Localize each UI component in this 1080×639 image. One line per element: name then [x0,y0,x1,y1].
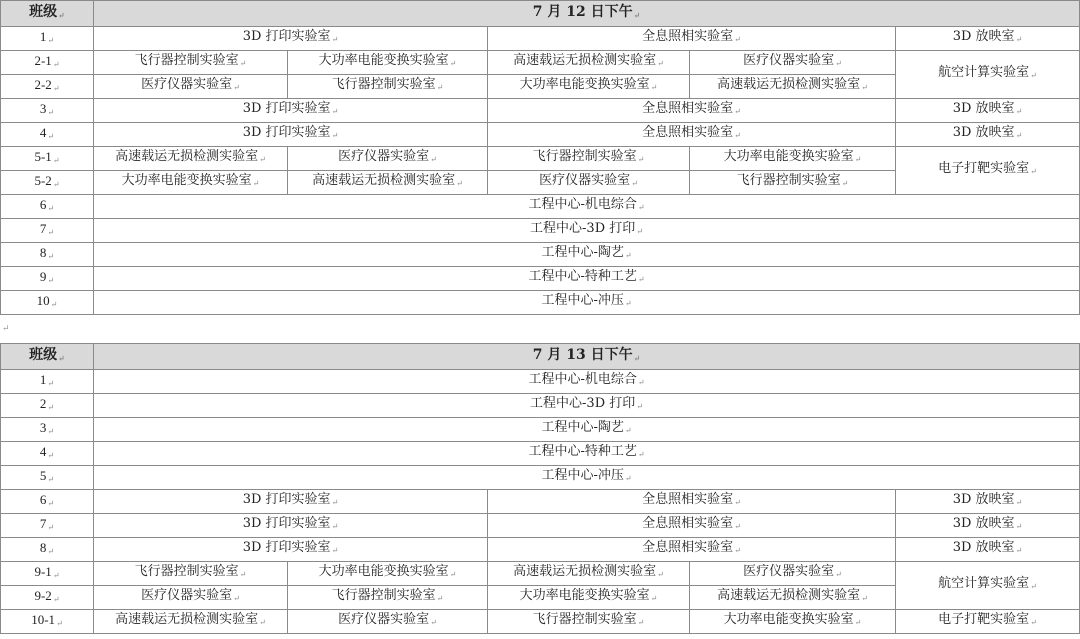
date-column-header: 7 月 13 日下午↵ [94,344,1080,370]
lab-cell: 3D 放映室↵ [896,538,1080,562]
class-cell: 3↵ [1,99,94,123]
lab-cell: 航空计算实验室↵ [896,51,1080,99]
lab-cell: 大功率电能变换实验室↵ [288,51,488,75]
table-row [1,418,1080,442]
lab-cell: 飞行器控制实验室↵ [690,171,896,195]
class-cell: 9-1↵ [1,562,94,586]
class-cell: 9↵ [1,267,94,291]
class-cell: 10↵ [1,291,94,315]
lab-cell: 医疗仪器实验室↵ [690,51,896,75]
table-row [1,610,1080,634]
schedule-table-july-12 [0,0,1080,315]
table-row [1,538,1080,562]
table-row [1,267,1080,291]
lab-cell: 医疗仪器实验室↵ [288,147,488,171]
class-cell: 7↵ [1,219,94,243]
class-cell: 5↵ [1,466,94,490]
class-cell: 8↵ [1,243,94,267]
lab-cell: 高速载运无损检测实验室↵ [488,51,690,75]
table-header-row [1,1,1080,27]
lab-cell: 大功率电能变换实验室↵ [690,610,896,634]
table-row [1,442,1080,466]
lab-cell: 3D 放映室↵ [896,490,1080,514]
lab-cell: 3D 放映室↵ [896,99,1080,123]
table-row [1,514,1080,538]
lab-cell: 3D 打印实验室↵ [94,538,488,562]
table-row [1,243,1080,267]
table-row [1,99,1080,123]
table-row [1,370,1080,394]
lab-cell: 医疗仪器实验室↵ [288,610,488,634]
table-row [1,490,1080,514]
lab-cell: 全息照相实验室↵ [488,538,896,562]
lab-cell: 电子打靶实验室↵ [896,147,1080,195]
class-cell: 10-1↵ [1,610,94,634]
lab-cell: 3D 放映室↵ [896,123,1080,147]
lab-cell: 3D 打印实验室↵ [94,514,488,538]
lab-cell: 医疗仪器实验室↵ [94,75,288,99]
lab-cell: 高速载运无损检测实验室↵ [690,586,896,610]
class-cell: 5-1↵ [1,147,94,171]
lab-cell: 工程中心-3D 打印↵ [94,394,1080,418]
table-row [1,219,1080,243]
table-row [1,291,1080,315]
lab-cell: 3D 打印实验室↵ [94,490,488,514]
table-row [1,562,1080,586]
lab-cell: 飞行器控制实验室↵ [288,75,488,99]
lab-cell: 3D 打印实验室↵ [94,99,488,123]
table-header-row [1,344,1080,370]
paragraph-mark: ↵ [2,324,10,334]
class-cell: 4↵ [1,442,94,466]
lab-cell: 医疗仪器实验室↵ [690,562,896,586]
lab-cell: 大功率电能变换实验室↵ [690,147,896,171]
lab-cell: 高速载运无损检测实验室↵ [488,562,690,586]
class-cell: 6↵ [1,490,94,514]
lab-cell: 全息照相实验室↵ [488,490,896,514]
lab-cell: 大功率电能变换实验室↵ [488,75,690,99]
lab-cell: 3D 打印实验室↵ [94,123,488,147]
table-row [1,51,1080,75]
lab-cell: 工程中心-机电综合↵ [94,370,1080,394]
lab-cell: 飞行器控制实验室↵ [94,562,288,586]
lab-cell: 工程中心-机电综合↵ [94,195,1080,219]
lab-cell: 全息照相实验室↵ [488,123,896,147]
class-cell: 5-2↵ [1,171,94,195]
lab-cell: 全息照相实验室↵ [488,27,896,51]
lab-cell: 飞行器控制实验室↵ [488,610,690,634]
lab-cell: 工程中心-陶艺↵ [94,243,1080,267]
lab-cell: 工程中心-陶艺↵ [94,418,1080,442]
table-row [1,27,1080,51]
lab-cell: 飞行器控制实验室↵ [94,51,288,75]
lab-cell: 医疗仪器实验室↵ [94,586,288,610]
table-row [1,394,1080,418]
class-column-header: 班级↵ [1,344,94,370]
lab-cell: 工程中心-特种工艺↵ [94,267,1080,291]
lab-cell: 全息照相实验室↵ [488,99,896,123]
class-cell: 7↵ [1,514,94,538]
schedule-table-july-13 [0,343,1080,634]
lab-cell: 大功率电能变换实验室↵ [488,586,690,610]
class-cell: 2-2↵ [1,75,94,99]
lab-cell: 3D 放映室↵ [896,27,1080,51]
date-column-header: 7 月 12 日下午↵ [94,1,1080,27]
lab-cell: 3D 放映室↵ [896,514,1080,538]
class-cell: 3↵ [1,418,94,442]
lab-cell: 高速载运无损检测实验室↵ [690,75,896,99]
table-row [1,147,1080,171]
lab-cell: 高速载运无损检测实验室↵ [288,171,488,195]
table-row [1,195,1080,219]
table-row [1,123,1080,147]
class-cell: 9-2↵ [1,586,94,610]
lab-cell: 航空计算实验室↵ [896,562,1080,610]
lab-cell: 工程中心-特种工艺↵ [94,442,1080,466]
lab-cell: 工程中心-冲压↵ [94,466,1080,490]
lab-cell: 高速载运无损检测实验室↵ [94,610,288,634]
class-cell: 4↵ [1,123,94,147]
lab-cell: 大功率电能变换实验室↵ [288,562,488,586]
class-cell: 2-1↵ [1,51,94,75]
lab-cell: 高速载运无损检测实验室↵ [94,147,288,171]
class-cell: 6↵ [1,195,94,219]
lab-cell: 医疗仪器实验室↵ [488,171,690,195]
table-row [1,466,1080,490]
class-column-header: 班级↵ [1,1,94,27]
class-cell: 2↵ [1,394,94,418]
class-cell: 8↵ [1,538,94,562]
lab-cell: 工程中心-3D 打印↵ [94,219,1080,243]
lab-cell: 工程中心-冲压↵ [94,291,1080,315]
lab-cell: 飞行器控制实验室↵ [488,147,690,171]
class-cell: 1↵ [1,370,94,394]
lab-cell: 大功率电能变换实验室↵ [94,171,288,195]
lab-cell: 电子打靶实验室↵ [896,610,1080,634]
lab-cell: 全息照相实验室↵ [488,514,896,538]
lab-cell: 飞行器控制实验室↵ [288,586,488,610]
lab-cell: 3D 打印实验室↵ [94,27,488,51]
class-cell: 1↵ [1,27,94,51]
